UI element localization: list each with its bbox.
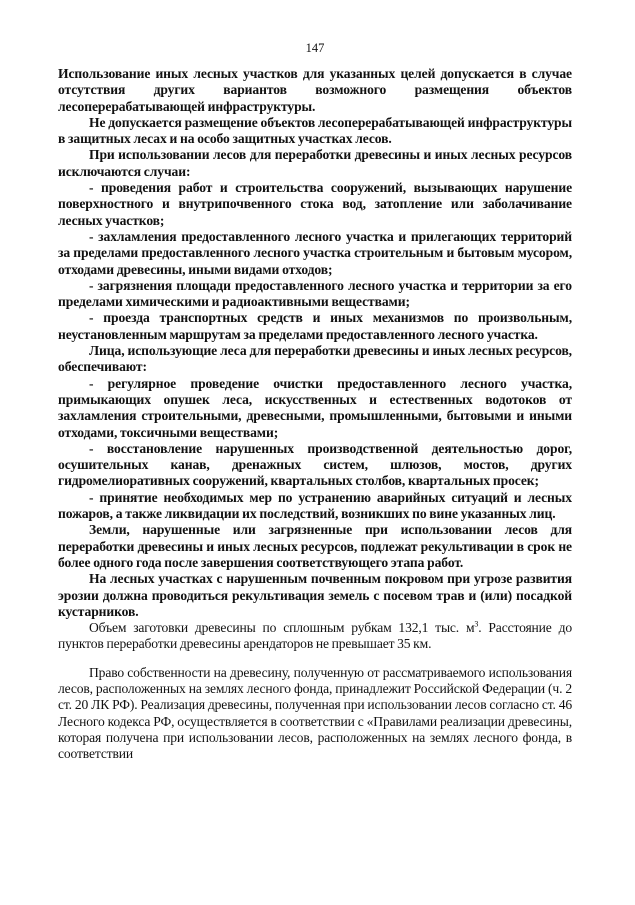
paragraph: Не допускается размещение объектов лесоперерабатывающей инфраструктуры в защитных лесах и на особо защитных участках лесов. bbox=[58, 114, 572, 147]
distance-text: . Расстояние до пунктов переработки древесины арендаторов не превышает 35 км. bbox=[58, 620, 572, 652]
paragraph: - принятие необходимых мер по устранению аварийных ситуаций и лесных пожаров, а также ликвидации их последствий, возникших по вине указанных лиц. bbox=[58, 489, 572, 522]
body-text bbox=[58, 66, 572, 620]
ownership-paragraph: Право собственности на древесину, полученную от рассматриваемого использования лесов, расположенных на землях лесного фонда, принадлежит Российской Федерации (ч. 2 ст. 20 ЛК РФ). Реализация древесины, полученная при использовании лесов согласно ст. 46 Лесного кодекса РФ, осуществляется в соответствии с «Правилами реализации древесины, которая получена при использовании лесов, расположенных на землях лесного фонда, в соответствии bbox=[58, 664, 572, 762]
paragraph: Использование иных лесных участков для указанных целей допускается в случае отсутствия других вариантов возможного размещения объектов лесоперерабатывающей инфраструктуры. bbox=[58, 66, 572, 114]
paragraph: На лесных участках с нарушенным почвенным покровом при угрозе развития эрозии должна проводиться рекультивация земель с посевом трав и (или) посадкой кустарников. bbox=[58, 571, 572, 619]
paragraph: Лица, использующие леса для переработки древесины и иных лесных ресурсов, обеспечивают: bbox=[58, 343, 572, 375]
page-number: 147 bbox=[305, 41, 325, 55]
paragraph: - загрязнения площади предоставленного лесного участка и территории за его пределами химическими и радиоактивными веществами; bbox=[58, 277, 572, 310]
document-page bbox=[58, 40, 572, 762]
paragraph: - захламления предоставленного лесного участка и прилегающих территорий за пределами предоставленного лесного участка строительным и бытовым мусором, отходами древесины, иными видами отходов; bbox=[58, 228, 572, 277]
volume-paragraph bbox=[58, 620, 572, 653]
paragraph: При использовании лесов для переработки древесины и иных лесных ресурсов исключаются случаи: bbox=[58, 147, 572, 179]
cubic-superscript: 3 bbox=[474, 619, 479, 629]
paragraph: - восстановление нарушенных производственной деятельностью дорог, осушительных канав, дренажных систем, шлюзов, мостов, других гидромелиоративных сооружений, квартальных столбов, квартальных просек; bbox=[58, 440, 572, 489]
paragraph: Земли, нарушенные или загрязненные при использовании лесов для переработки древесины и иных лесных ресурсов, подлежат рекультивации в срок не более одного года после завершения соответствующего этапа работ. bbox=[58, 522, 572, 570]
paragraph: - проезда транспортных средств и иных механизмов по произвольным, неустановленным маршрутам за пределами предоставленного лесного участка. bbox=[58, 310, 572, 342]
paragraph: - регулярное проведение очистки предоставленного лесного участка, примыкающих опушек леса, искусственных и естественных водотоков от захламления строительными, древесными, промышленными, бытовыми и иными отходами, токсичными веществами; bbox=[58, 375, 572, 440]
paragraph: - проведения работ и строительства сооружений, вызывающих нарушение поверхностного и внутрипочвенного стока вод, затопление или заболачивание лесных участков; bbox=[58, 180, 572, 228]
volume-text: Объем заготовки древесины по сплошным рубкам 132,1 тыс. м bbox=[89, 620, 475, 636]
